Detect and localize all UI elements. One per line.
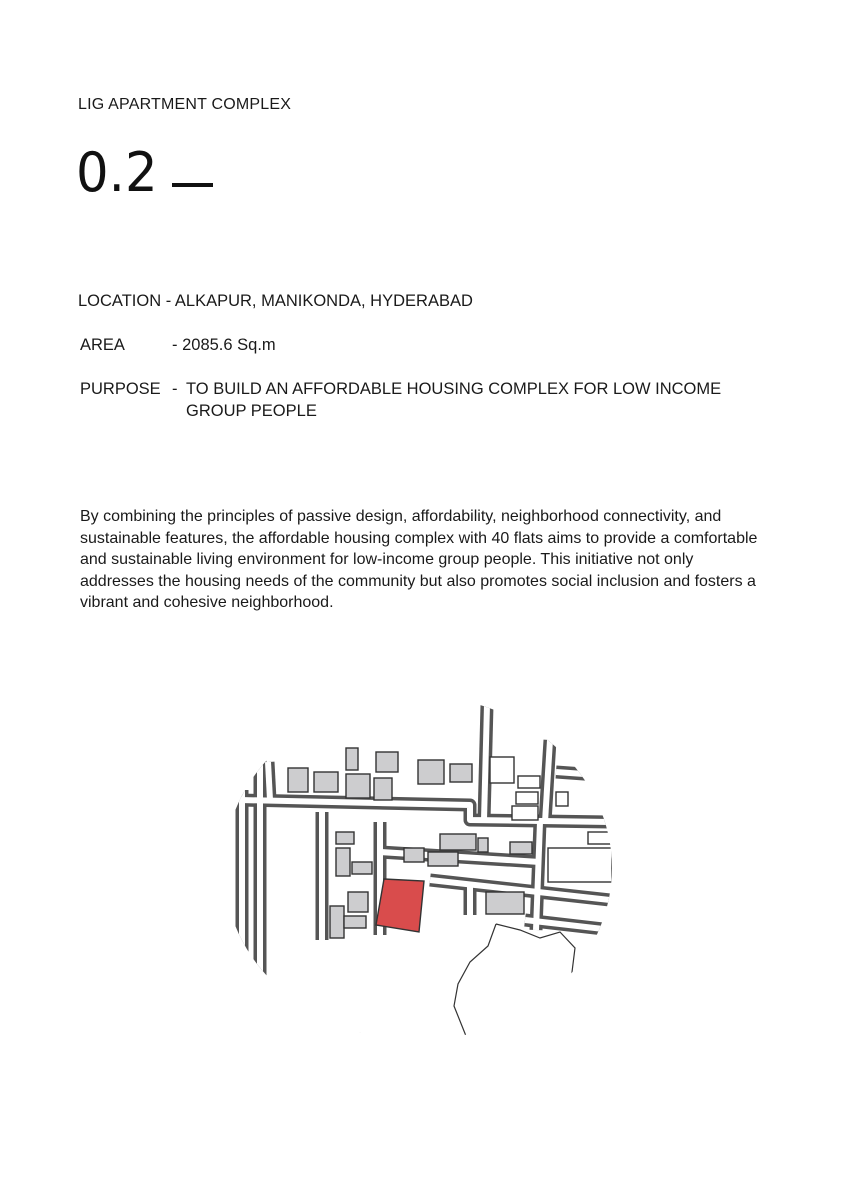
purpose-separator: -	[172, 380, 178, 398]
location-label: LOCATION	[78, 292, 162, 310]
location-line	[78, 290, 473, 312]
area-value-line	[172, 334, 276, 356]
area-separator: -	[172, 336, 183, 354]
purpose-label: PURPOSE	[80, 380, 161, 398]
lower-road-segment	[305, 1032, 361, 1040]
sheet-number-dash	[172, 183, 213, 187]
project-site-plot	[376, 879, 424, 932]
area-value: 2085.6 Sq.m	[182, 336, 276, 354]
location-separator: -	[165, 292, 175, 310]
purpose-value: TO BUILD AN AFFORDABLE HOUSING COMPLEX FOR LOW INCOME GROUP PEOPLE	[186, 380, 722, 420]
site-location-map	[222, 700, 612, 1068]
location-value: ALKAPUR, MANIKONDA, HYDERABAD	[174, 292, 473, 310]
boundary-line	[454, 924, 575, 1062]
project-title: LIG APARTMENT COMPLEX	[78, 96, 292, 113]
area-label: AREA	[80, 336, 125, 354]
sheet-number: 0.2	[76, 141, 158, 204]
project-description: By combining the principles of passive design, affordability, neighborhood connectivity, and sustainable features, the affordable housing complex with 40 flats aims to provide a comfortable and sustainable living environment for low-income group people. This initiative not only addresses the housing needs of the community but also promotes social inclusion and fosters a vibrant and cohesive neighborhood.	[80, 508, 758, 611]
